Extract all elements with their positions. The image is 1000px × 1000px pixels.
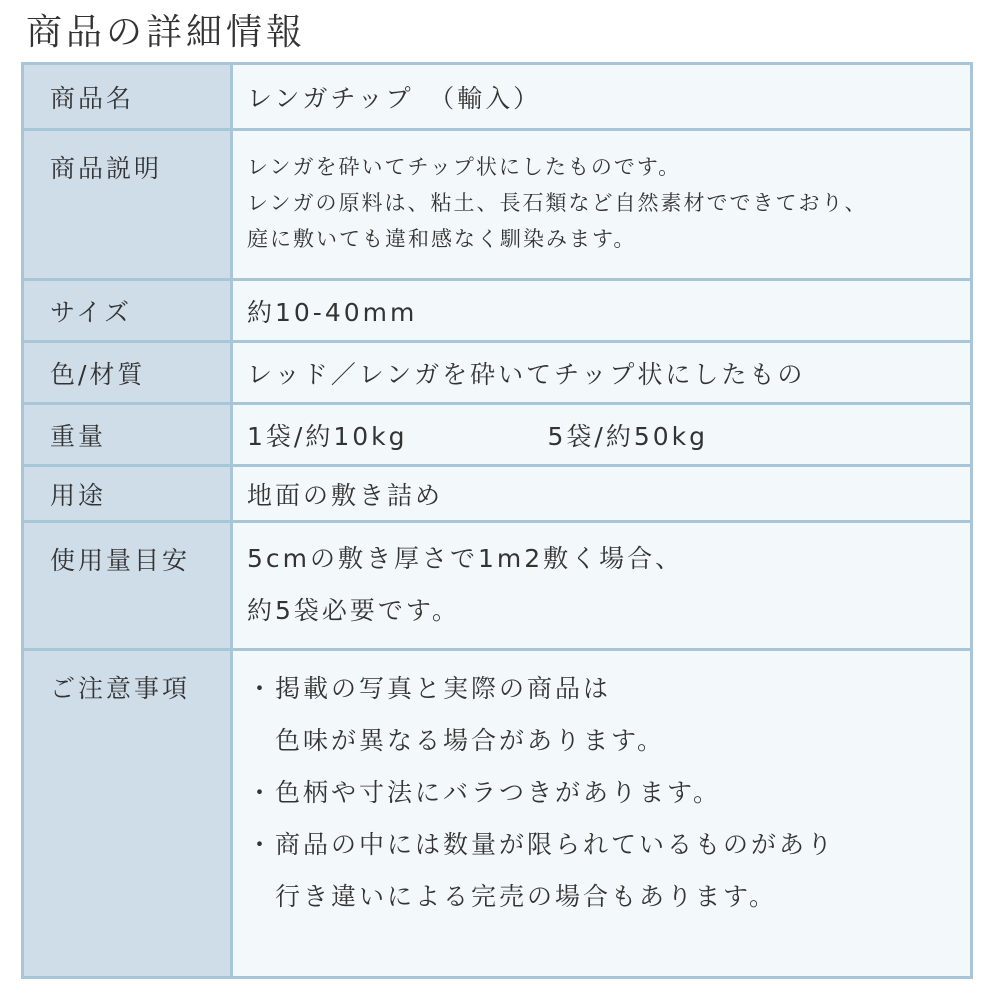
notes-line: ・掲載の写真と実際の商品は <box>247 674 612 703</box>
usage-line: 約5袋必要です。 <box>247 596 460 625</box>
label-weight: 重量 <box>24 405 233 467</box>
value-description <box>233 131 970 281</box>
value-use: 地面の敷き詰め <box>233 467 970 523</box>
notes-line: ・色柄や寸法にバラつきがあります。 <box>247 778 722 807</box>
product-details-table <box>21 62 973 979</box>
weight-five-bags: 5袋/約50kg <box>547 421 708 451</box>
label-usage-amount: 使用量目安 <box>24 523 233 651</box>
label-description: 商品説明 <box>24 131 233 281</box>
value-notes <box>233 651 970 976</box>
usage-line: 5cmの敷き厚さで1m2敷く場合、 <box>247 544 684 573</box>
notes-line: 行き違いによる完売の場合もあります。 <box>275 882 778 911</box>
weight-single-bag: 1袋/約10kg <box>247 421 408 451</box>
value-usage-amount <box>233 523 970 651</box>
value-product-name: レンガチップ （輸入） <box>233 65 970 131</box>
notes-line: ・商品の中には数量が限られているものがあり <box>247 830 836 859</box>
description-line: 庭に敷いても違和感なく馴染みます。 <box>247 227 637 251</box>
value-color-material: レッド／レンガを砕いてチップ状にしたもの <box>233 343 970 405</box>
label-color-material: 色/材質 <box>24 343 233 405</box>
notes-line: 色味が異なる場合があります。 <box>275 726 666 755</box>
description-line: レンガの原料は、粘土、長石類など自然素材でできており、 <box>247 191 868 215</box>
label-size: サイズ <box>24 281 233 343</box>
label-product-name: 商品名 <box>24 65 233 131</box>
label-notes: ご注意事項 <box>24 651 233 976</box>
label-use: 用途 <box>24 467 233 523</box>
page-title: 商品の詳細情報 <box>26 12 307 53</box>
value-size: 約10-40mm <box>233 281 970 343</box>
description-line: レンガを砕いてチップ状にしたものです。 <box>247 155 682 179</box>
value-weight <box>233 405 970 467</box>
